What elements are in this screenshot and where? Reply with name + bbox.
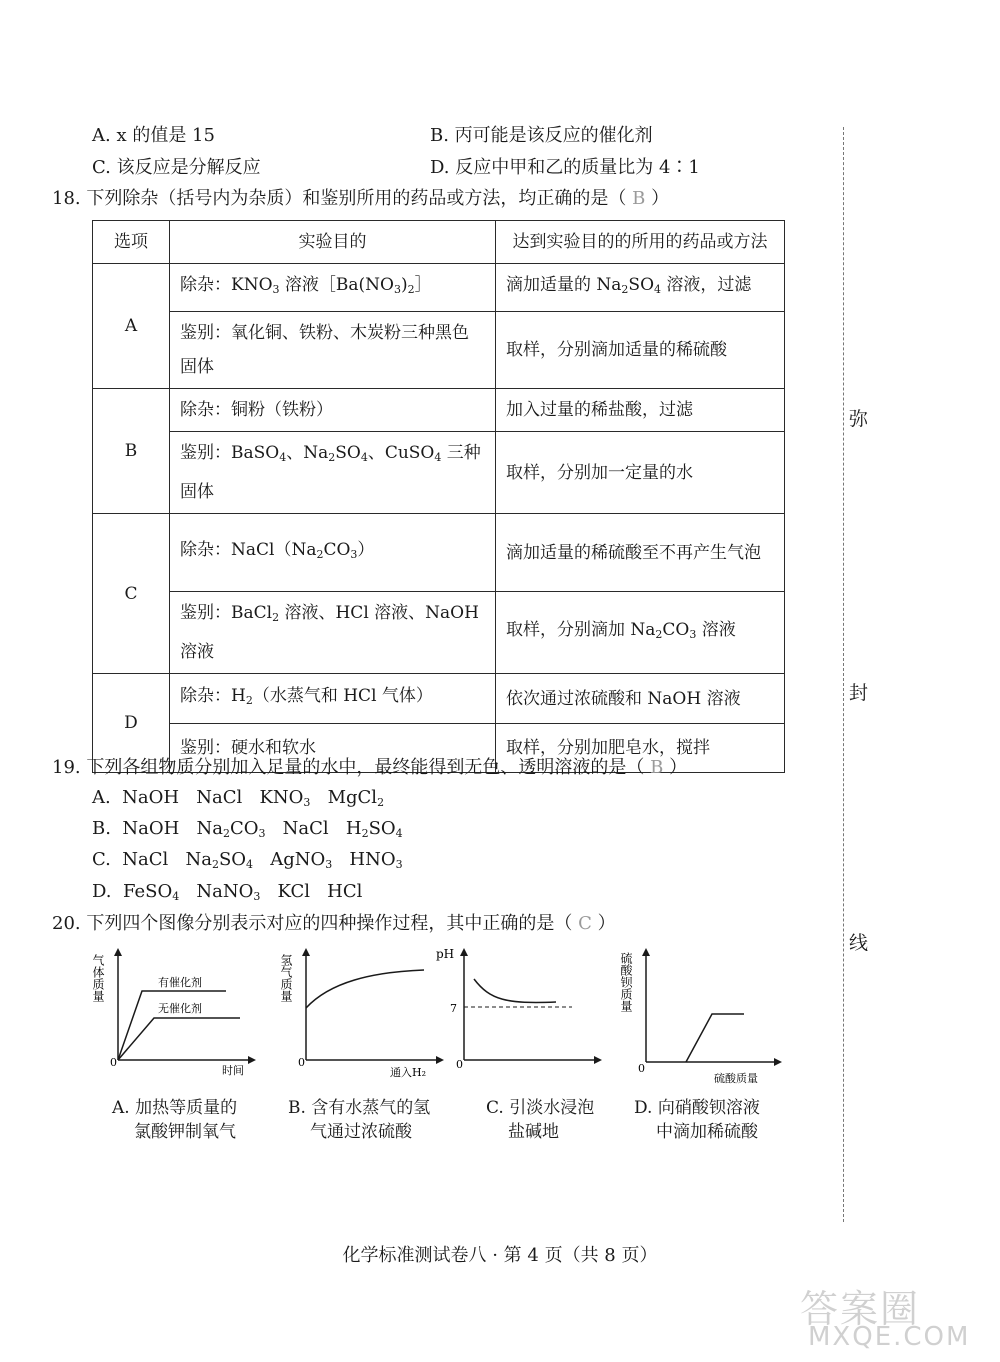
row-c-purify-method: 滴加适量的稀硫酸至不再产生气泡 [496,514,785,592]
row-d-option: D [93,674,170,773]
graph-c-tick-7: 7 [450,1002,457,1015]
graph-b-curve [306,970,424,1008]
graph-a-caption-line2: 氯酸钾制氧气 [134,1122,236,1142]
q18-close: ） [651,188,670,209]
graph-c-y-arrow [460,948,468,956]
row-a-purify: 除杂：$KNO_3$ 溶液$[Ba(NO_3)_2]$ [170,264,496,312]
seal-char-1: 弥 [849,408,869,430]
q19-option-c: C. NaCl $Na_2SO_4$ AgNO$_3$ $HNO_3$ [92,849,403,871]
row-c-identify-method: 取样，分别滴加 $Na_2CO_3$ 溶液 [496,592,785,674]
graph-c-x-arrow [594,1056,602,1064]
q19-stem [52,756,687,780]
row-b-identify: 鉴别：BaSO$_4$、$Na_2SO_4$、CuSO$_4$ 三种固体 [170,432,496,514]
graph-d-caption-line1: D. 向硝酸钡溶液 [634,1098,760,1118]
row-d-purify-method: 依次通过浓硫酸和 NaOH 溶液 [496,674,785,724]
row-a-option: A [93,264,170,389]
graph-c-curve [474,979,556,1002]
watermark-logo: 答案圈 [800,1287,921,1331]
graph-b-ylabel: 氢气质量 [279,954,293,1002]
graph-c-caption-line2: 盐碱地 [508,1122,559,1142]
q20-close: ） [597,913,616,934]
q19-option-a: A. NaOH NaCl $KNO_3$ MgCl$_2$ [92,787,385,809]
graph-d-line [686,1014,744,1062]
graph-c-origin: 0 [456,1058,463,1071]
q17-option-d: D. 反应中甲和乙的质量比为 4∶1 [430,157,700,178]
graph-b-xlabel: 通入H₂ [390,1066,427,1079]
row-b-identify-method: 取样，分别加一定量的水 [496,432,785,514]
graph-d-xlabel: 硫酸质量 [714,1072,758,1085]
q18-stem [52,187,669,211]
graph-a-line-no-catalyst [118,1018,240,1060]
graph-b-caption [288,1096,430,1144]
graph-a-ylabel: 气体质量 [91,954,105,1002]
row-d-purify: 除杂：$H_2$（水蒸气和 HCl 气体） [170,674,496,724]
row-b-purify: 除杂：铜粉（铁粉） [170,389,496,432]
graph-c-ylabel: pH [436,947,455,961]
graph-a-caption [112,1096,237,1144]
row-a-identify-method: 取样，分别滴加适量的稀硫酸 [496,312,785,389]
q19-answer: B [650,757,664,778]
graph-d-caption [634,1096,760,1144]
row-c-option: C [93,514,170,674]
row-d-identify-method: 取样，分别加肥皂水，搅拌 [496,724,785,773]
q19-stem-text: 19. 下列各组物质分别加入足量的水中，最终能得到无色、透明溶液的是（ [52,757,645,778]
graph-b-y-arrow [302,948,310,956]
row-a-identify: 鉴别：氧化铜、铁粉、木炭粉三种黑色固体 [170,312,496,389]
graph-d-x-arrow [774,1058,782,1066]
row-c-purify: 除杂：$NaCl(Na_2CO_3)$ [170,514,496,592]
q19-option-d: D. FeSO$_4$ NaNO$_3$ KCl HCl [92,881,363,903]
graph-d-y-arrow [642,948,650,956]
graph-c-caption-line1: C. 引淡水浸泡 [486,1098,595,1118]
graph-b [279,944,455,1084]
graph-a-origin: 0 [110,1056,117,1069]
page-footer: 化学标准测试卷八 · 第 4 页（共 8 页） [342,1245,658,1266]
q20-stem-text: 20. 下列四个图像分别表示对应的四种操作过程，其中正确的是（ [52,913,573,934]
q19-option-b: B. NaOH $Na_2CO_3$ NaCl $H_2SO_4$ [92,818,403,840]
graph-b-caption-line1: B. 含有水蒸气的氢 [288,1098,431,1118]
row-a-purify-method: 滴加适量的 $Na_2SO_4$ 溶液，过滤 [496,264,785,312]
graph-d [620,944,790,1084]
watermark-url: MXQE.COM [808,1322,971,1352]
graph-a-xlabel: 时间 [222,1064,244,1077]
header-method: 达到实验目的的所用的药品或方法 [496,221,785,264]
seal-char-2: 封 [849,682,869,704]
q17-option-a: A. x 的值是 15 [92,125,215,146]
graph-b-origin: 0 [298,1056,305,1069]
graph-d-caption-line2: 中滴加稀硫酸 [656,1122,758,1142]
graph-a-y-arrow [114,948,122,956]
graph-c-caption [486,1096,594,1144]
header-option: 选项 [93,221,170,264]
graph-d-origin: 0 [638,1062,645,1075]
graph-a [91,944,264,1084]
graph-a-line1-label: 有催化剂 [158,976,202,989]
q20-answer: C [578,913,592,934]
q18-stem-text: 18. 下列除杂（括号内为杂质）和鉴别所用的药品或方法，均正确的是（ [52,188,627,209]
header-purpose: 实验目的 [170,221,496,264]
graph-a-x-arrow [248,1056,256,1064]
graph-a-caption-line1: A. 加热等质量的 [112,1098,238,1118]
seal-char-3: 线 [849,932,869,954]
q17-option-b: B. 丙可能是该反应的催化剂 [430,125,653,146]
q19-close: ） [669,757,688,778]
row-b-purify-method: 加入过量的稀盐酸，过滤 [496,389,785,432]
graph-c [436,944,610,1084]
q20-stem [52,912,616,936]
q18-answer: B [632,188,646,209]
row-d-identify: 鉴别：硬水和软水 [170,724,496,773]
graph-d-ylabel: 硫酸钡质量 [619,952,633,1012]
row-b-option: B [93,389,170,514]
q17-option-c: C. 该反应是分解反应 [92,157,261,178]
graph-b-caption-line2: 气通过浓硫酸 [310,1122,412,1142]
graph-a-line2-label: 无催化剂 [158,1002,202,1015]
seal-dashed-line [843,127,844,1222]
q18-table [92,220,785,773]
row-c-identify: 鉴别：BaCl$_2$ 溶液、HCl 溶液、NaOH 溶液 [170,592,496,674]
